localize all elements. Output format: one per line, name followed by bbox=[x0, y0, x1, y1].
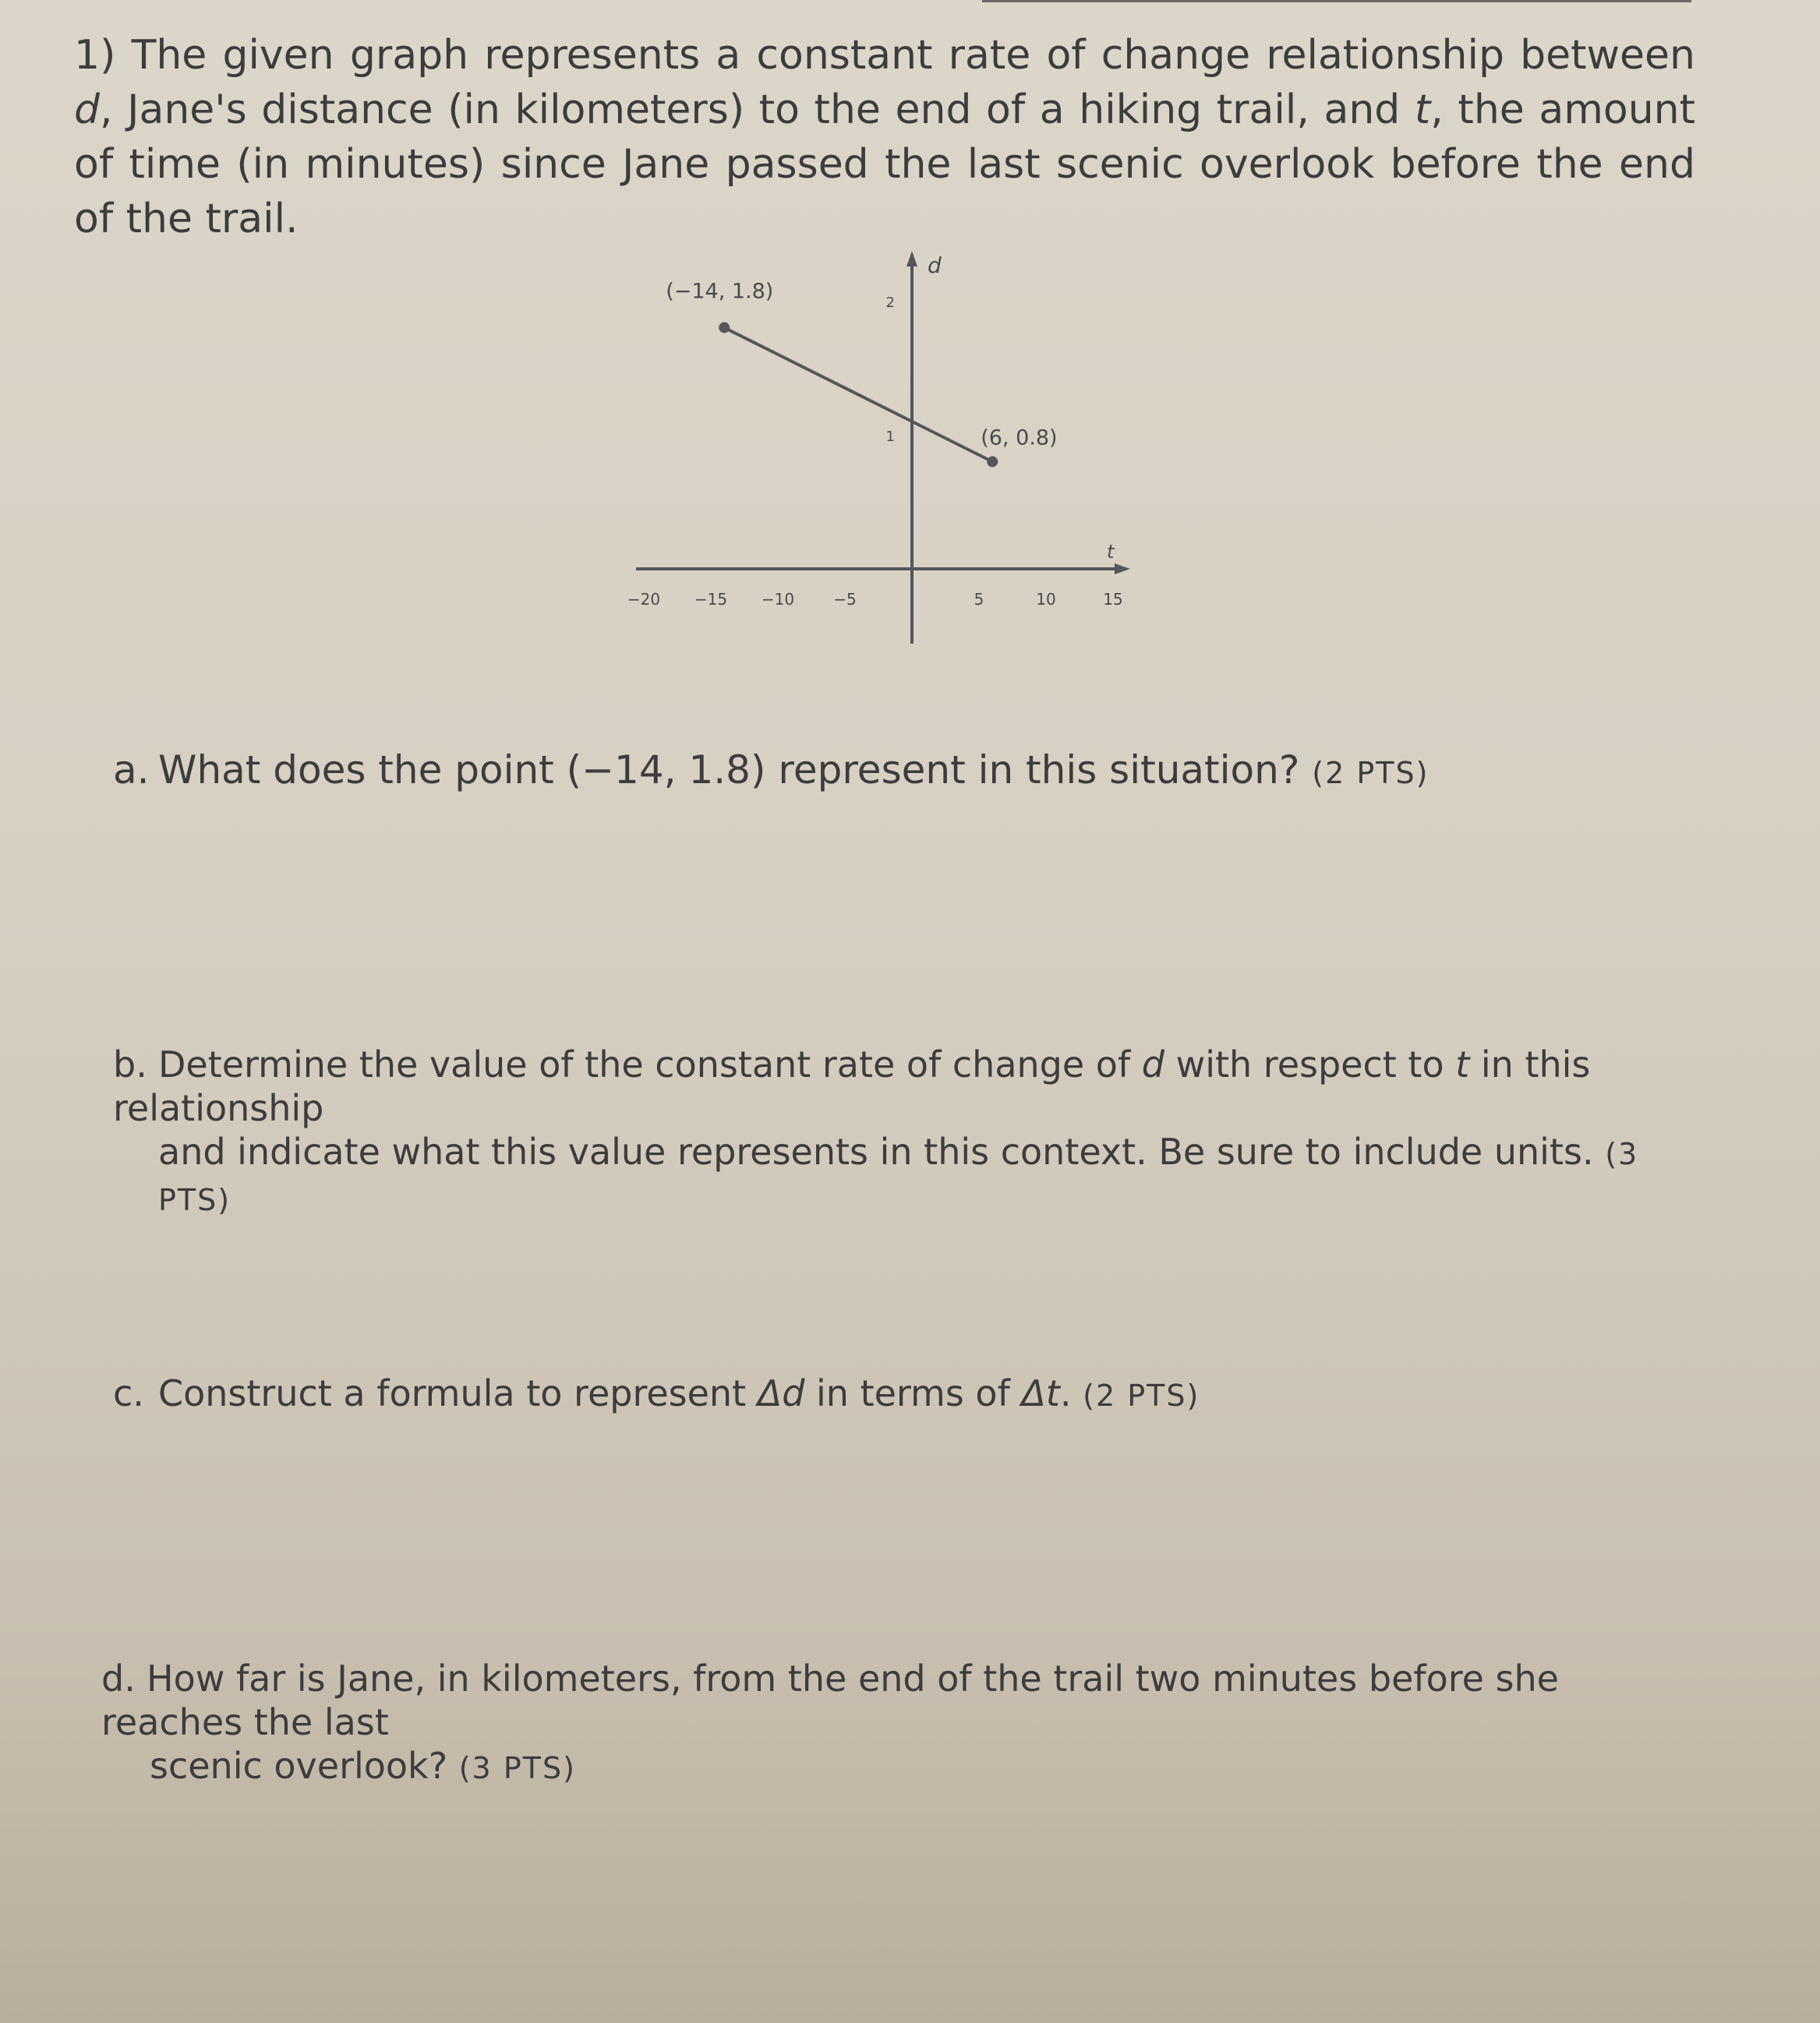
part-d-line2-wrap bbox=[101, 1744, 1691, 1790]
part-a-points: (2 PTS) bbox=[1312, 756, 1429, 790]
x-axis-arrow bbox=[1115, 563, 1130, 574]
x-axis-label: t bbox=[1107, 541, 1115, 563]
question-number: 1) bbox=[74, 32, 116, 79]
intro-text-3: , the amount of time (in minutes) since Jane passed the last scenic overlook before the end of the trail. bbox=[74, 86, 1696, 242]
part-b-line2: and indicate what this value represents in this context. Be sure to include units. bbox=[158, 1131, 1594, 1173]
part-b bbox=[113, 1043, 1695, 1222]
part-b-points: (3 PTS) bbox=[158, 1137, 1639, 1217]
part-d-letter: d. bbox=[101, 1658, 136, 1700]
part-b-line1-pre: Determine the value of the constant rate of change of bbox=[158, 1043, 1142, 1086]
part-c-mid: in terms of bbox=[804, 1372, 1022, 1414]
y-axis-arrow bbox=[906, 251, 917, 267]
part-d-line2: scenic overlook? bbox=[150, 1745, 448, 1787]
x-tick-label: 15 bbox=[1103, 590, 1123, 609]
part-a-text: What does the point (−14, 1.8) represent in this situation? bbox=[158, 747, 1300, 793]
part-b-var-d: d bbox=[1141, 1043, 1164, 1086]
y-tick-label: 2 bbox=[885, 295, 895, 311]
part-c-letter: c. bbox=[113, 1372, 144, 1414]
graph-ticks bbox=[627, 295, 1123, 609]
part-d-line1: How far is Jane, in kilometers, from the end of the trail two minutes before she reaches the last bbox=[101, 1658, 1559, 1743]
graph-series bbox=[719, 322, 998, 467]
x-tick-label: −15 bbox=[694, 590, 728, 609]
x-tick-label: −10 bbox=[761, 590, 795, 609]
part-c-delta-t: Δt bbox=[1021, 1372, 1060, 1414]
part-a bbox=[113, 748, 1594, 795]
part-c bbox=[113, 1372, 1438, 1418]
part-b-line2-wrap bbox=[113, 1130, 1695, 1222]
var-t: t bbox=[1414, 86, 1431, 133]
point-annotation: (−14, 1.8) bbox=[666, 279, 774, 304]
part-d bbox=[101, 1657, 1691, 1790]
intro-text-1: The given graph represents a constant rate of change relationship between bbox=[131, 32, 1695, 79]
part-b-line1-mid: with respect to bbox=[1164, 1043, 1456, 1086]
part-b-line1-post: in this relationship bbox=[113, 1043, 1591, 1129]
point-annotation: (6, 0.8) bbox=[981, 425, 1058, 450]
intro-text-2: , Jane's distance (in kilometers) to the end of a hiking trail, and bbox=[100, 86, 1415, 133]
series-line bbox=[724, 327, 992, 461]
x-tick-label: 5 bbox=[974, 590, 984, 609]
distance-time-graph bbox=[620, 242, 1142, 647]
x-tick-label: −20 bbox=[627, 590, 661, 609]
x-tick-label: −5 bbox=[833, 590, 857, 609]
part-a-letter: a. bbox=[113, 747, 150, 793]
part-b-letter: b. bbox=[113, 1043, 147, 1086]
x-tick-label: 10 bbox=[1036, 590, 1056, 609]
part-c-pre: Construct a formula to represent bbox=[158, 1372, 758, 1414]
y-axis-label: d bbox=[928, 252, 942, 278]
data-point bbox=[719, 322, 730, 333]
part-b-var-t: t bbox=[1455, 1043, 1470, 1086]
data-point bbox=[987, 456, 998, 467]
y-tick-label: 1 bbox=[885, 429, 895, 445]
part-c-post: . bbox=[1059, 1372, 1072, 1414]
question-intro bbox=[74, 28, 1695, 246]
part-c-delta-d: Δd bbox=[757, 1372, 805, 1414]
part-c-points: (2 PTS) bbox=[1083, 1379, 1200, 1413]
top-rule bbox=[982, 0, 1691, 2]
var-d: d bbox=[74, 86, 101, 133]
part-d-points: (3 PTS) bbox=[458, 1751, 576, 1785]
